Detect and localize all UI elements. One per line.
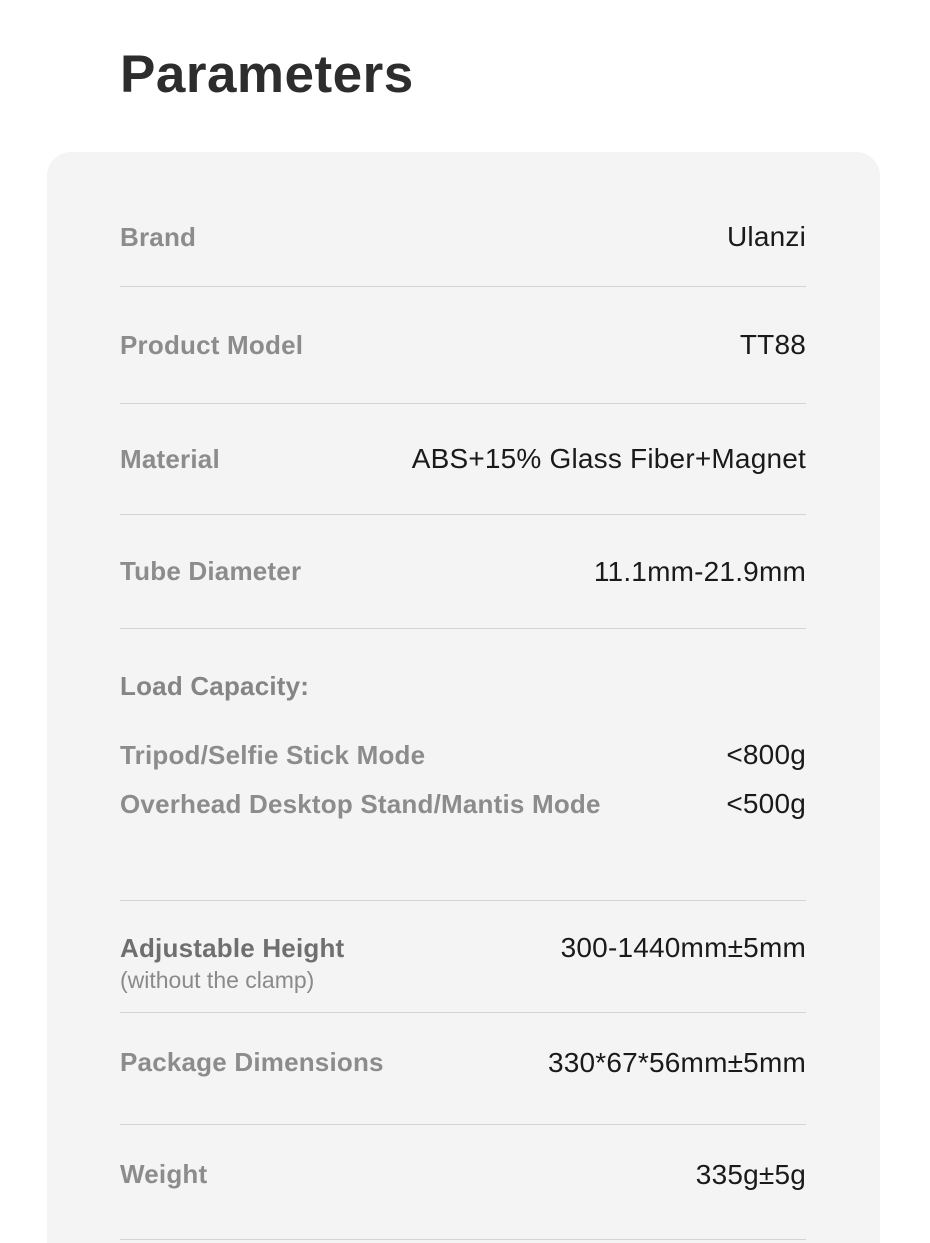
tripod-mode-label: Tripod/Selfie Stick Mode xyxy=(120,740,426,770)
adjustable-height-value: 300-1440mm±5mm xyxy=(560,932,806,963)
overhead-mode-label: Overhead Desktop Stand/Mantis Mode xyxy=(120,789,601,819)
package-dimensions-label: Package Dimensions xyxy=(120,1047,384,1077)
page-title: Parameters xyxy=(120,45,414,104)
spec-row-package-dimensions xyxy=(120,1013,806,1125)
brand-label: Brand xyxy=(120,221,197,252)
tube-diameter-value: 11.1mm-21.9mm xyxy=(593,555,806,587)
weight-label: Weight xyxy=(120,1159,208,1189)
spec-row-brand xyxy=(120,152,806,287)
brand-value: Ulanzi xyxy=(726,221,806,252)
spec-row-weight xyxy=(120,1125,806,1240)
adjustable-height-label: Adjustable Height xyxy=(120,933,345,963)
spec-row-adjustable-height xyxy=(120,901,806,1013)
material-label: Material xyxy=(120,443,220,474)
adjustable-height-subnote: (without the clamp) xyxy=(120,967,315,993)
load-capacity-item-overhead xyxy=(120,789,806,819)
tube-diameter-label: Tube Diameter xyxy=(120,556,302,586)
spec-row-material xyxy=(120,404,806,515)
load-capacity-item-tripod xyxy=(120,740,806,770)
parameters-card xyxy=(47,152,880,1243)
product-model-label: Product Model xyxy=(120,329,304,360)
adjustable-height-label-stack xyxy=(120,932,344,994)
spec-row-product-model xyxy=(120,287,806,404)
overhead-mode-value: <500g xyxy=(726,788,806,819)
material-value: ABS+15% Glass Fiber+Magnet xyxy=(411,443,806,474)
product-model-value: TT88 xyxy=(739,329,806,360)
package-dimensions-value: 330*67*56mm±5mm xyxy=(547,1046,806,1078)
spec-group-load-capacity xyxy=(120,671,806,901)
spec-row-tube-diameter xyxy=(120,515,806,629)
load-capacity-header: Load Capacity: xyxy=(120,671,310,701)
tripod-mode-value: <800g xyxy=(726,739,806,770)
weight-value: 335g±5g xyxy=(695,1158,806,1190)
